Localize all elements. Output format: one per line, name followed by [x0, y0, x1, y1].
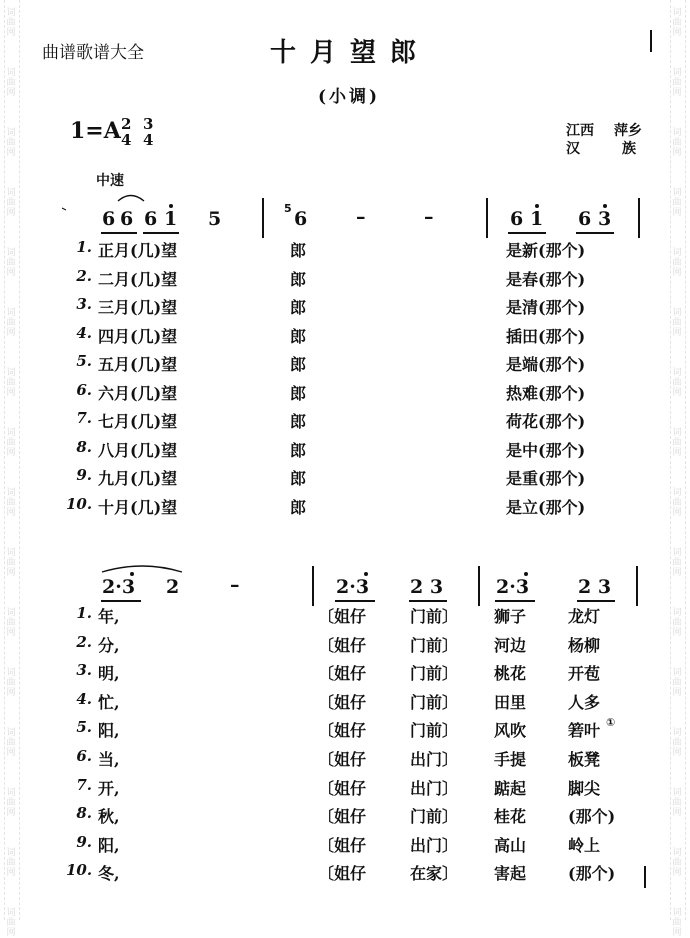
lyric-text: 郎 — [290, 383, 307, 403]
lyric-text: 正月(几)望 — [98, 241, 178, 260]
lyric-text: 高山 — [494, 835, 527, 855]
lyric-text: 二月(几)望 — [98, 269, 178, 289]
underline — [335, 600, 375, 602]
lyric-text: 五月(几)望 — [98, 355, 178, 374]
lyric-text: 是端(那个) — [506, 355, 586, 374]
lyric-text: 荷花(那个) — [506, 412, 586, 431]
watermark-text: 词曲网 — [672, 428, 682, 458]
verse-number: 7. — [76, 409, 92, 427]
lyric-text: 手提 — [494, 750, 527, 769]
dash: – — [230, 574, 240, 596]
high-octave-dot — [130, 572, 134, 576]
verse-number: 7. — [76, 775, 92, 794]
lyric-text: 六月(几)望 — [98, 383, 178, 403]
lyric-text: (那个) — [568, 807, 616, 827]
lyric-text: 三月(几)望 — [98, 298, 178, 317]
watermark-text: 词曲网 — [672, 308, 682, 338]
watermark-text: 词曲网 — [6, 908, 16, 938]
lyric-text: 门前〕 — [410, 664, 459, 684]
lyric-text: 郎 — [290, 298, 307, 317]
note: 2 3 — [410, 576, 444, 598]
watermark-text: 词曲网 — [672, 608, 682, 638]
lyric-text: 风吹 — [494, 721, 527, 741]
verse-number: 6. — [76, 380, 92, 399]
underline — [577, 600, 615, 602]
lyric-text: 开苞 — [568, 664, 601, 684]
lyric-text: 郎 — [290, 440, 307, 460]
lyric-text: 九月(几)望 — [98, 469, 178, 488]
underline — [409, 600, 447, 602]
verse-number: 4. — [76, 323, 92, 342]
verse-number: 1. — [76, 604, 92, 622]
note: 1 — [164, 208, 178, 230]
lyric-text: 十月(几)望 — [98, 497, 178, 517]
watermark-text: 词曲网 — [672, 68, 682, 98]
lyric-text: 〔姐仔 — [318, 607, 367, 626]
lyric-text: 箬叶 — [568, 721, 601, 741]
song-subtitle: (小调) — [318, 87, 381, 107]
lyric-text: 〔姐仔 — [318, 835, 367, 855]
verse-number: 1. — [76, 238, 92, 256]
watermark-text: 词曲网 — [672, 908, 682, 938]
lyric-text: 郎 — [290, 412, 307, 431]
lyric-text: 秋, — [98, 807, 120, 827]
lyric-text: 板凳 — [568, 750, 601, 769]
end-mark — [644, 866, 646, 888]
lyric-text: 是新(那个) — [506, 241, 586, 260]
key-signature: 1=A — [70, 118, 121, 144]
underline — [101, 600, 141, 602]
lyric-text: 开, — [98, 778, 120, 798]
lyric-text: 郎 — [290, 497, 307, 517]
meter-2-4: 2 4 — [121, 115, 132, 149]
note: 2·3 — [336, 576, 370, 598]
watermark-text: 词曲网 — [6, 128, 16, 158]
watermark-text: 词曲网 — [672, 8, 682, 38]
lyric-text: 田里 — [494, 692, 527, 712]
verse-number: 8. — [76, 437, 92, 456]
lyric-text: 门前〕 — [410, 635, 459, 655]
lyric-text: 杨柳 — [568, 635, 601, 655]
verse-number: 9. — [76, 832, 92, 851]
verse-number: 5. — [76, 352, 92, 370]
lyric-text: 〔姐仔 — [318, 807, 367, 827]
lyric-text: (那个) — [568, 864, 616, 884]
high-octave-dot — [364, 572, 368, 576]
lyric-text: 当, — [98, 750, 120, 769]
verse-number: 3. — [76, 295, 92, 313]
high-octave-dot — [524, 572, 528, 576]
song-title: 十月望郎 — [270, 38, 431, 68]
lyric-text: 郎 — [290, 355, 307, 374]
lyric-text: 七月(几)望 — [98, 412, 178, 431]
verse-number: 10. — [66, 494, 93, 513]
verse-number: 4. — [76, 689, 92, 708]
lyric-text: 是春(那个) — [506, 269, 586, 289]
verse-number: 6. — [76, 747, 92, 765]
lyric-text: 〔姐仔 — [318, 778, 367, 798]
site-name: 曲谱歌谱大全 — [42, 43, 144, 63]
verse-number: 2. — [76, 266, 92, 285]
watermark-text: 词曲网 — [6, 608, 16, 638]
origin-people2: 族 — [622, 141, 636, 157]
watermark-text: 词曲网 — [672, 668, 682, 698]
lyric-text: 郎 — [290, 269, 307, 289]
verse-number: 8. — [76, 804, 92, 823]
lyric-text: 人多 — [568, 692, 601, 712]
note: 2 3 — [578, 576, 612, 598]
lyric-text: 八月(几)望 — [98, 440, 178, 460]
watermark-text: 词曲网 — [6, 548, 16, 578]
watermark-text: 词曲网 — [6, 488, 16, 518]
verse-number: 9. — [76, 466, 92, 484]
watermark-text: 词曲网 — [672, 188, 682, 218]
watermark-text: 词曲网 — [6, 368, 16, 398]
note: 2·3 — [496, 576, 530, 598]
watermark-text: 词曲网 — [672, 128, 682, 158]
lyric-text: 忙, — [98, 692, 120, 712]
verse-number: 5. — [76, 718, 92, 737]
lyric-text: 桃花 — [494, 664, 527, 684]
origin-place2: 萍乡 — [614, 123, 642, 139]
note: 5 — [208, 208, 222, 230]
lyric-text: 岭上 — [568, 835, 601, 855]
note: 6 — [578, 208, 592, 230]
lyric-text: 四月(几)望 — [98, 326, 178, 346]
note: 2·3 — [102, 576, 136, 598]
lyric-text: 郎 — [290, 469, 307, 488]
verse-number: 10. — [66, 861, 93, 880]
lyric-text: 明, — [98, 664, 120, 684]
barline — [312, 566, 314, 606]
barline — [478, 566, 480, 606]
lyric-text: 阳, — [98, 835, 120, 855]
lyric-text: 出门〕 — [410, 778, 459, 798]
grace-note: 5 — [284, 202, 292, 215]
watermark-text: 词曲网 — [6, 728, 16, 758]
lyric-text: 是立(那个) — [506, 497, 586, 517]
lyric-text: 门前〕 — [410, 607, 459, 626]
lyric-text: 门前〕 — [410, 692, 459, 712]
lyric-text: 门前〕 — [410, 721, 459, 741]
dash: – — [424, 206, 434, 228]
lyric-text: 桂花 — [494, 807, 527, 827]
footnote-marker: ① — [606, 716, 616, 730]
lyric-text: 〔姐仔 — [318, 664, 367, 684]
watermark-text: 词曲网 — [672, 368, 682, 398]
watermark-text: 词曲网 — [672, 788, 682, 818]
lyric-text: 害起 — [494, 864, 527, 884]
watermark-text: 词曲网 — [6, 8, 16, 38]
origin-people1: 汉 — [566, 141, 580, 157]
lyric-text: 出门〕 — [410, 750, 459, 769]
lyric-text: 插田(那个) — [506, 326, 586, 346]
tempo-marking: 中速 — [96, 173, 124, 189]
note: 3 — [598, 208, 612, 230]
note: 2 — [166, 576, 180, 598]
lyric-text: 门前〕 — [410, 807, 459, 827]
verse-number: 2. — [76, 632, 92, 651]
lyric-text: 踮起 — [494, 778, 527, 798]
verse-number: 3. — [76, 661, 92, 680]
watermark-text: 词曲网 — [6, 428, 16, 458]
watermark-text: 词曲网 — [672, 488, 682, 518]
watermark-text: 词曲网 — [6, 308, 16, 338]
watermark-text: 词曲网 — [6, 188, 16, 218]
watermark-text: 词曲网 — [672, 248, 682, 278]
lyric-text: 阳, — [98, 721, 120, 741]
watermark-text: 词曲网 — [6, 848, 16, 878]
note: 6 — [294, 208, 308, 230]
note: 6 — [144, 208, 158, 230]
lyric-text: 是中(那个) — [506, 440, 586, 460]
note: 1 — [530, 208, 544, 230]
lyric-text: 在家〕 — [410, 864, 459, 884]
origin-place1: 江西 — [566, 123, 594, 139]
watermark-text: 词曲网 — [6, 668, 16, 698]
lyric-text: 狮子 — [494, 607, 527, 626]
lyric-text: 龙灯 — [568, 607, 601, 626]
lyric-text: 河边 — [494, 635, 527, 655]
lyric-text: 〔姐仔 — [318, 864, 367, 884]
lyric-text: 〔姐仔 — [318, 635, 367, 655]
watermark-text: 词曲网 — [6, 788, 16, 818]
lyric-text: 年, — [98, 607, 120, 626]
lyric-text: 〔姐仔 — [318, 721, 367, 741]
watermark-text: 词曲网 — [672, 548, 682, 578]
lyric-text: 是清(那个) — [506, 298, 586, 317]
barline — [636, 566, 638, 606]
lyric-text: 冬, — [98, 864, 120, 884]
lyric-text: 是重(那个) — [506, 469, 586, 488]
note: 6 — [510, 208, 524, 230]
watermark-text: 词曲网 — [672, 728, 682, 758]
watermark-text: 词曲网 — [6, 68, 16, 98]
lyric-text: 热难(那个) — [506, 383, 586, 403]
lyric-text: 脚尖 — [568, 778, 601, 798]
note: 6 — [102, 208, 116, 230]
meter-3-4: 3 4 — [143, 115, 154, 149]
watermark-text: 词曲网 — [6, 248, 16, 278]
watermark-text: 词曲网 — [672, 848, 682, 878]
underline — [495, 600, 535, 602]
dash: – — [356, 206, 366, 228]
note: 6 — [120, 208, 134, 230]
lyric-text: 郎 — [290, 241, 307, 260]
lyric-text: 〔姐仔 — [318, 750, 367, 769]
lyric-text: 出门〕 — [410, 835, 459, 855]
lyric-text: 分, — [98, 635, 120, 655]
lyric-text: 郎 — [290, 326, 307, 346]
lyric-text: 〔姐仔 — [318, 692, 367, 712]
